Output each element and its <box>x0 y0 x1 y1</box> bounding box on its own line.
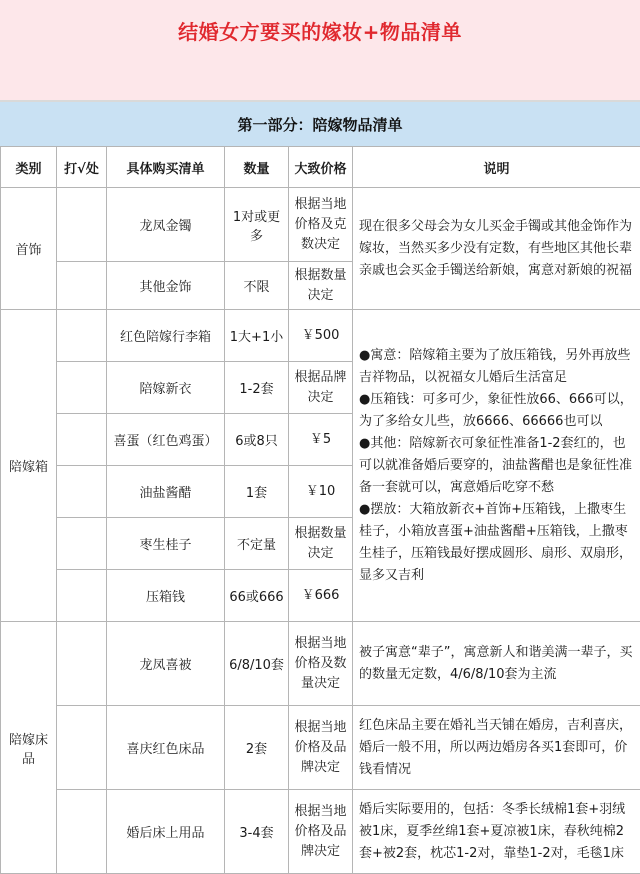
item-cell: 红色陪嫁行李箱 <box>107 310 225 362</box>
header-quantity: 数量 <box>225 147 289 188</box>
check-cell[interactable] <box>57 262 107 310</box>
quantity-cell: 1大+1小 <box>225 310 289 362</box>
table-row <box>1 706 640 790</box>
note-line: ●寓意：陪嫁箱主要为了放压箱钱，另外再放些吉祥物品，以祝福女儿婚后生活富足 <box>359 345 634 389</box>
check-cell[interactable] <box>57 310 107 362</box>
item-cell: 喜蛋（红色鸡蛋） <box>107 414 225 466</box>
check-cell[interactable] <box>57 414 107 466</box>
note-cell: 红色床品主要在婚礼当天铺在婚房，吉利喜庆，婚后一般不用，所以两边婚房各买1套即可，价钱看情况 <box>353 706 640 790</box>
header-category: 类别 <box>1 147 57 188</box>
category-cell: 首饰 <box>1 188 57 310</box>
note-line: ●摆放：大箱放新衣+首饰+压箱钱，上撒枣生桂子，小箱放喜蛋+油盐酱醋+压箱钱，上撒枣生桂子，压箱钱最好摆成圆形、扇形、双扇形，显多又吉利 <box>359 499 634 587</box>
table-row <box>1 790 640 874</box>
item-cell: 龙凤喜被 <box>107 622 225 706</box>
page-title: 结婚女方要买的嫁妆+物品清单 <box>178 16 462 45</box>
note-line: ●压箱钱：可多可少，象征性放66、666可以，为了多给女儿些，放6666、66666也可以 <box>359 389 634 433</box>
price-cell: 根据品牌决定 <box>289 362 353 414</box>
price-cell: 根据数量决定 <box>289 262 353 310</box>
quantity-cell: 1-2套 <box>225 362 289 414</box>
check-cell[interactable] <box>57 790 107 874</box>
check-cell[interactable] <box>57 570 107 622</box>
note-cell: 现在很多父母会为女儿买金手镯或其他金饰作为嫁妆，当然买多少没有定数，有些地区其他长辈亲戚也会买金手镯送给新娘，寓意对新娘的祝福 <box>353 188 640 310</box>
check-cell[interactable] <box>57 466 107 518</box>
price-cell: ￥666 <box>289 570 353 622</box>
check-cell[interactable] <box>57 706 107 790</box>
check-cell[interactable] <box>57 518 107 570</box>
header-item: 具体购买清单 <box>107 147 225 188</box>
section-title: 第一部分：陪嫁物品清单 <box>237 114 402 135</box>
item-cell: 油盐酱醋 <box>107 466 225 518</box>
quantity-cell: 不限 <box>225 262 289 310</box>
table-row <box>1 622 640 706</box>
check-cell[interactable] <box>57 188 107 262</box>
note-cell: 婚后实际要用的，包括：冬季长绒棉1套+羽绒被1床，夏季丝绵1套+夏凉被1床，春秋纯棉2套+被2套，枕芯1-2对，靠垫1-2对，毛毯1床 <box>353 790 640 874</box>
quantity-cell: 不定量 <box>225 518 289 570</box>
header-check: 打√处 <box>57 147 107 188</box>
header-row <box>1 147 640 188</box>
header-price: 大致价格 <box>289 147 353 188</box>
quantity-cell: 6/8/10套 <box>225 622 289 706</box>
price-cell: 根据当地价格及数量决定 <box>289 622 353 706</box>
note-line: ●其他：陪嫁新衣可象征性准备1-2套红的，也可以就准备婚后要穿的，油盐酱醋也是象征性准备一套就可以，寓意婚后吃穿不愁 <box>359 433 634 499</box>
item-cell: 陪嫁新衣 <box>107 362 225 414</box>
item-cell: 压箱钱 <box>107 570 225 622</box>
price-cell: ￥5 <box>289 414 353 466</box>
quantity-cell: 2套 <box>225 706 289 790</box>
item-cell: 枣生桂子 <box>107 518 225 570</box>
quantity-cell: 66或666 <box>225 570 289 622</box>
checklist-table <box>0 146 640 874</box>
price-cell: 根据当地价格及品牌决定 <box>289 706 353 790</box>
price-cell: ￥10 <box>289 466 353 518</box>
price-cell: 根据当地价格及克数决定 <box>289 188 353 262</box>
quantity-cell: 1套 <box>225 466 289 518</box>
category-cell: 陪嫁床品 <box>1 622 57 874</box>
item-cell: 龙凤金镯 <box>107 188 225 262</box>
check-cell[interactable] <box>57 622 107 706</box>
item-cell: 喜庆红色床品 <box>107 706 225 790</box>
item-cell: 其他金饰 <box>107 262 225 310</box>
item-cell: 婚后床上用品 <box>107 790 225 874</box>
quantity-cell: 1对或更多 <box>225 188 289 262</box>
table-row <box>1 310 640 362</box>
price-cell: 根据当地价格及品牌决定 <box>289 790 353 874</box>
category-cell: 陪嫁箱 <box>1 310 57 622</box>
note-cell: 被子寓意“辈子”，寓意新人和谐美满一辈子，买的数量无定数，4/6/8/10套为主流 <box>353 622 640 706</box>
header-note: 说明 <box>353 147 640 188</box>
quantity-cell: 3-4套 <box>225 790 289 874</box>
quantity-cell: 6或8只 <box>225 414 289 466</box>
price-cell: 根据数量决定 <box>289 518 353 570</box>
note-cell <box>353 310 640 622</box>
title-band <box>0 0 640 102</box>
price-cell: ￥500 <box>289 310 353 362</box>
check-cell[interactable] <box>57 362 107 414</box>
table-row <box>1 188 640 262</box>
section-header <box>0 102 640 147</box>
